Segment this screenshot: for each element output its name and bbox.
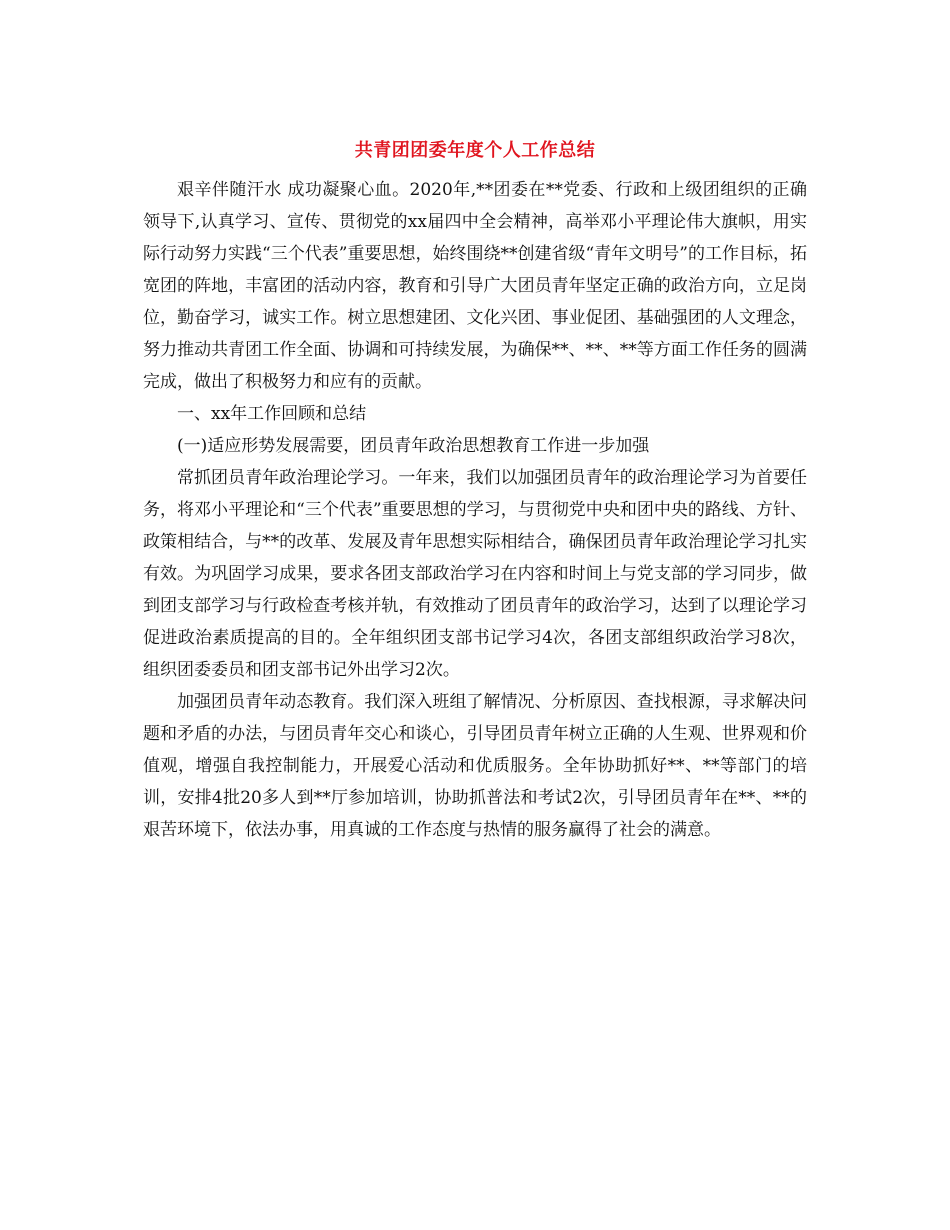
paragraph-theory-study: 常抓团员青年政治理论学习。一年来，我们以加强团员青年的政治理论学习为首要任务，将邓小平理论和“三个代表”重要思想的学习，与贯彻党中央和团中央的路线、方针、政策相结合，与**的改革、发展及青年思想实际相结合，确保团员青年政治理论学习扎实有效。为巩固学习成果，要求各团支部政治学习在内容和时间上与党支部的学习同步，做到团支部学习与行政检查考核并轨，有效推动了团员青年的政治学习，达到了以理论学习促进政治素质提高的目的。全年组织团支部书记学习4次，各团支部组织政治学习8次，组织团委委员和团支部书记外出学习2次。 (143, 468, 807, 680)
section-heading: 一、xx年工作回顾和总结 (177, 404, 367, 424)
subsection-heading: (一)适应形势发展需要，团员青年政治思想教育工作进一步加强 (177, 436, 650, 456)
document-title: 共青团团委年度个人工作总结 (354, 140, 596, 161)
document-body (143, 174, 807, 846)
paragraph-intro: 艰辛伴随汗水 成功凝聚心血。2020年,**团委在**党委、行政和上级团组织的正确领导下,认真学习、宣传、贯彻党的xx届四中全会精神，高举邓小平理论伟大旗帜，用实际行动努力实践“三个代表”重要思想，始终围绕**创建省级“青年文明号”的工作目标，拓宽团的阵地，丰富团的活动内容，教育和引导广大团员青年坚定正确的政治方向，立足岗位，勤奋学习，诚实工作。树立思想建团、文化兴团、事业促团、基础强团的人文理念，努力推动共青团工作全面、协调和可持续发展，为确保**、**、**等方面工作任务的圆满完成，做出了积极努力和应有的贡献。 (143, 180, 807, 392)
paragraph-dynamic-education: 加强团员青年动态教育。我们深入班组了解情况、分析原因、查找根源，寻求解决问题和矛盾的办法，与团员青年交心和谈心，引导团员青年树立正确的人生观、世界观和价值观，增强自我控制能力，开展爱心活动和优质服务。全年协助抓好**、**等部门的培训，安排4批20多人到**厅参加培训，协助抓普法和考试2次，引导团员青年在**、**的艰苦环境下，依法办事，用真诚的工作态度与热情的服务赢得了社会的满意。 (143, 692, 807, 840)
